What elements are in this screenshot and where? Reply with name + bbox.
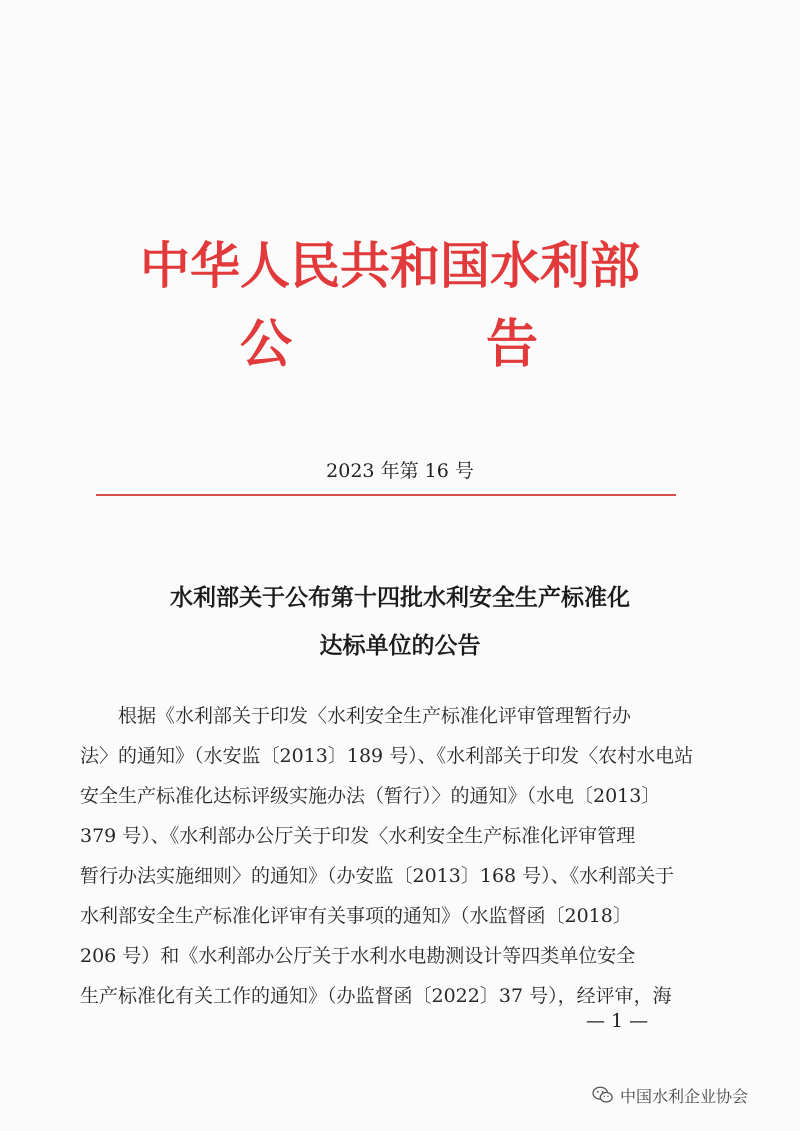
body-line: 206 号）和《水利部办公厅关于水利水电勘测设计等四类单位安全 bbox=[80, 945, 636, 967]
document-number: 2023 年第 16 号 bbox=[326, 460, 474, 482]
body-line: 法〉的通知》（水安监〔2013〕189 号）、《水利部关于印发〈农村水电站 bbox=[80, 745, 694, 767]
body-line: 水利部安全生产标准化评审有关事项的通知》（水监督函〔2018〕 bbox=[80, 905, 632, 927]
doc-type-char-left: 公 bbox=[240, 314, 293, 375]
wechat-icon bbox=[592, 1085, 614, 1105]
announcement-heading bbox=[60, 574, 740, 670]
doc-type-char-right: 告 bbox=[486, 314, 539, 375]
heading-line-1: 水利部关于公布第十四批水利安全生产标准化 bbox=[170, 585, 630, 611]
watermark-label: 中国水利企业协会 bbox=[620, 1086, 749, 1106]
body-line: 安全生产标准化达标评级实施办法（暂行）〉的通知》（水电〔2013〕 bbox=[80, 785, 661, 807]
body-paragraph bbox=[80, 696, 720, 1016]
red-divider-line bbox=[96, 494, 676, 496]
body-line: 根据《水利部关于印发〈水利安全生产标准化评审管理暂行办 bbox=[118, 705, 632, 727]
body-line: 生产标准化有关工作的通知》（办监督函〔2022〕37 号），经评审，海 bbox=[80, 985, 672, 1007]
body-line: 379 号）、《水利部办公厅关于印发〈水利安全生产标准化评审管理 bbox=[80, 825, 636, 847]
source-watermark bbox=[592, 1082, 748, 1108]
page-number: — 1 — bbox=[586, 1010, 649, 1032]
heading-line-2: 达标单位的公告 bbox=[319, 633, 481, 659]
body-line: 暂行办法实施细则〉的通知》（办安监〔2013〕168 号）、《水利部关于 bbox=[80, 865, 675, 887]
issuing-authority-title: 中华人民共和国水利部 bbox=[140, 236, 640, 295]
